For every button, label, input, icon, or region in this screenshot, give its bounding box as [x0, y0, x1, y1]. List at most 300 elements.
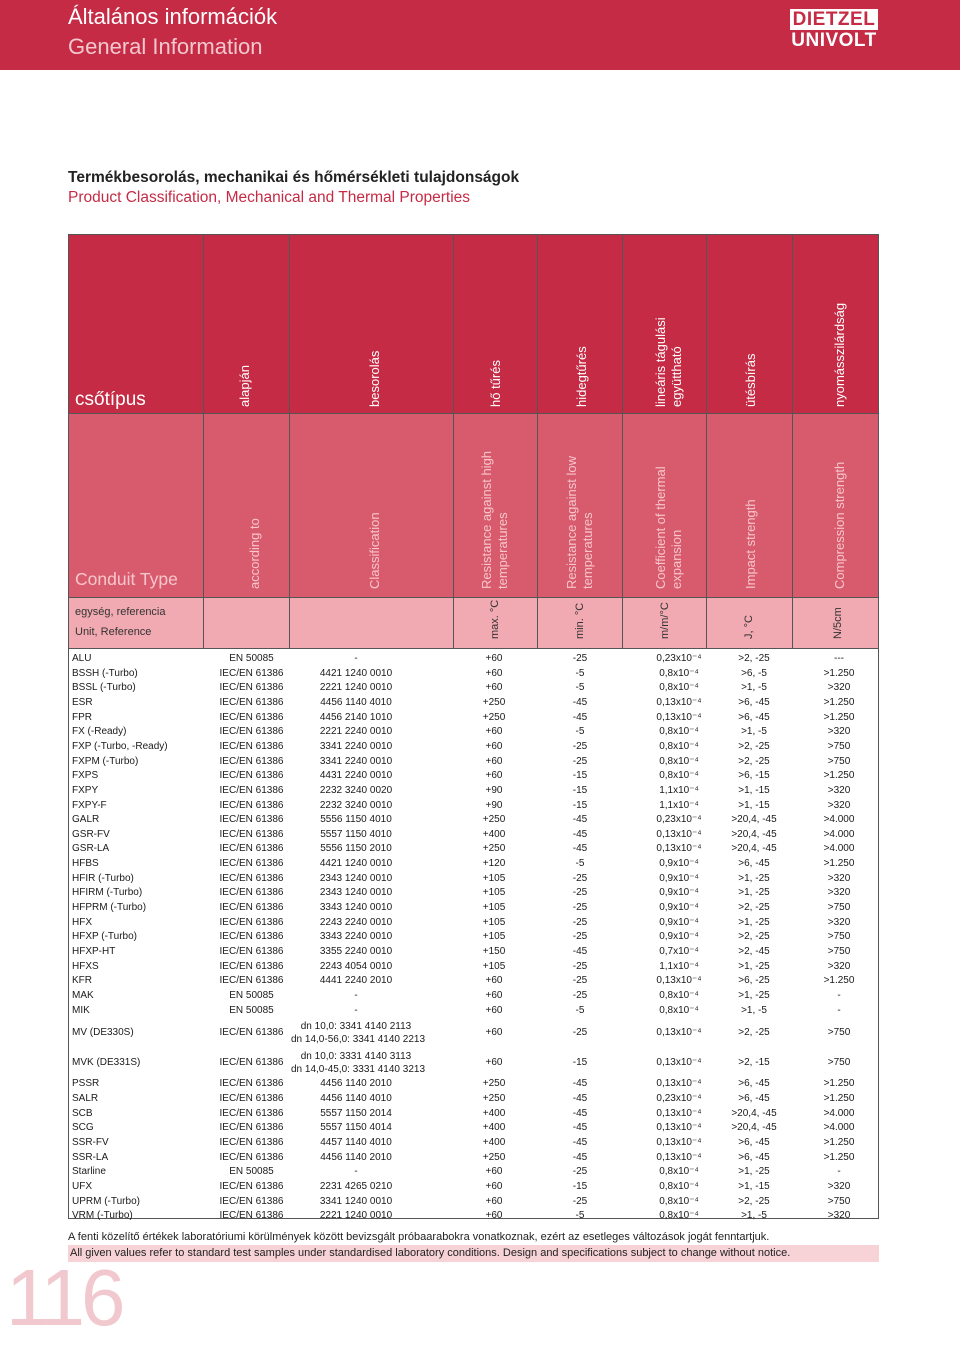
properties-table — [68, 649, 879, 1222]
cell-standard: IEC/EN 61386 — [219, 1107, 284, 1119]
column-header-conduit-hu: csőtípus — [75, 389, 146, 410]
cell-classification — [291, 1048, 426, 1077]
cell-type: ALU — [72, 653, 92, 664]
cell-max-temp: +400 — [482, 1122, 506, 1134]
cell-coefficient: 0,13x10⁻⁴ — [656, 1137, 702, 1149]
cell-max-temp: +60 — [485, 667, 503, 679]
cell-min-temp: -15 — [572, 770, 588, 782]
cell-classification: 2243 2240 0010 — [319, 916, 393, 928]
cell-compression: >1.250 — [823, 667, 855, 679]
column-header-high-en — [479, 451, 511, 589]
divider — [453, 235, 454, 648]
divider — [69, 413, 878, 414]
cell-min-temp: -45 — [572, 828, 588, 840]
cell-type: HFXP (-Turbo) — [72, 931, 138, 943]
cell-classification: 2243 4054 0010 — [319, 960, 393, 972]
cell-impact: >1, -5 — [741, 682, 767, 694]
cell-min-temp: -5 — [575, 858, 585, 870]
cell-impact: >6, -45 — [738, 1078, 770, 1090]
cell-impact: >1, -5 — [741, 726, 767, 738]
cell-standard: IEC/EN 61386 — [219, 872, 284, 884]
cell-coefficient: 0,8x10⁻⁴ — [659, 989, 699, 1001]
cell-max-temp: +400 — [482, 1137, 506, 1149]
cell-standard: IEC/EN 61386 — [219, 1195, 284, 1207]
column-header-conduit-en: Conduit Type — [75, 569, 178, 589]
cell-min-temp: -25 — [572, 989, 588, 1001]
cell-classification: 3355 2240 0010 — [319, 946, 393, 957]
cell-type: HFXP-HT — [72, 946, 116, 957]
cell-impact: >20,4, -45 — [731, 828, 777, 840]
table-row — [69, 681, 878, 696]
cell-coefficient: 0,9x10⁻⁴ — [659, 931, 699, 943]
cell-standard: IEC/EN 61386 — [219, 1027, 284, 1039]
cell-impact: >6, -45 — [738, 858, 770, 870]
cell-max-temp: +250 — [482, 1078, 506, 1090]
cell-coefficient: 0,23x10⁻⁴ — [656, 1093, 702, 1105]
cell-max-temp: +60 — [485, 1195, 503, 1207]
cell-coefficient: 0,9x10⁻⁴ — [659, 887, 699, 899]
cell-impact: >1, -25 — [738, 916, 770, 928]
cell-min-temp: -5 — [575, 682, 585, 694]
cell-classification — [291, 1018, 426, 1047]
cell-compression: >750 — [827, 740, 851, 752]
table-row — [69, 813, 878, 828]
table-row — [69, 872, 878, 887]
cell-standard: IEC/EN 61386 — [219, 770, 284, 782]
cell-type: HFBS — [72, 858, 99, 870]
cell-classification: 2343 1240 0010 — [319, 887, 393, 899]
cell-classification: 4457 1140 4010 — [320, 1137, 392, 1149]
cell-max-temp: +60 — [485, 989, 503, 1001]
cell-impact: >20,4, -45 — [731, 814, 777, 826]
page-title-hu: Általános információk — [68, 4, 278, 29]
cell-impact: >6, -45 — [738, 711, 770, 723]
cell-impact: >6, -45 — [738, 1151, 770, 1163]
cell-compression: >320 — [827, 682, 851, 694]
cell-standard: IEC/EN 61386 — [219, 1093, 284, 1105]
cell-coefficient: 0,9x10⁻⁴ — [659, 858, 699, 870]
cell-coefficient: 0,8x10⁻⁴ — [659, 1195, 699, 1207]
header-band-units — [69, 597, 878, 648]
cell-classification: 4441 2240 2010 — [319, 975, 393, 987]
table-row — [69, 740, 878, 755]
logo-bottom-text: UNIVOLT — [791, 30, 877, 51]
cell-coefficient: 0,13x10⁻⁴ — [656, 1027, 702, 1039]
footnote-en: All given values refer to standard test samples under standardised laboratory conditions. Design and specifications subject to change without notice. — [68, 1245, 879, 1262]
cell-impact: >1, -15 — [738, 1181, 770, 1192]
cell-compression: >320 — [827, 916, 851, 928]
table-row — [69, 652, 878, 667]
cell-standard: IEC/EN 61386 — [219, 740, 284, 752]
cell-classification: 3343 2240 0010 — [319, 931, 393, 943]
cell-max-temp: +90 — [485, 784, 503, 796]
cell-max-temp: +105 — [482, 960, 506, 972]
cell-type: SSR-LA — [72, 1151, 109, 1163]
cell-max-temp: +60 — [485, 1181, 503, 1192]
column-header-low-hu: hidegtűrés — [574, 346, 589, 407]
cell-impact: >20,4, -45 — [731, 1107, 777, 1119]
cell-max-temp: +60 — [485, 1166, 503, 1178]
cell-coefficient: 1,1x10⁻⁴ — [659, 784, 699, 796]
table-row — [69, 886, 878, 901]
table-row — [69, 1165, 878, 1180]
cell-max-temp: +60 — [485, 653, 503, 664]
column-header-classification-hu: besorolás — [367, 350, 382, 407]
cell-max-temp: +250 — [482, 1093, 506, 1105]
cell-type: HFPRM (-Turbo) — [72, 902, 147, 914]
cell-min-temp: -45 — [572, 1137, 588, 1149]
cell-type: SCB — [72, 1107, 93, 1119]
cell-compression: >1.250 — [823, 975, 855, 987]
cell-classification: 4456 1140 4010 — [320, 696, 392, 708]
page-number: 116 — [6, 1253, 122, 1342]
cell-impact: >1, -25 — [738, 1166, 770, 1178]
cell-impact: >2, -25 — [738, 902, 770, 914]
cell-impact: >20,4, -45 — [731, 1122, 777, 1134]
cell-standard: IEC/EN 61386 — [219, 1151, 284, 1163]
cell-impact: >2, -25 — [738, 653, 770, 664]
cell-min-temp: -25 — [572, 872, 588, 884]
cell-min-temp: -45 — [572, 843, 588, 855]
table-row — [69, 828, 878, 843]
cell-max-temp: +400 — [482, 1107, 506, 1119]
cell-standard: IEC/EN 61386 — [219, 1210, 284, 1222]
cell-standard: IEC/EN 61386 — [219, 858, 284, 870]
cell-compression: >4.000 — [823, 1122, 855, 1134]
cell-impact: >6, -45 — [738, 696, 770, 708]
high-en-line1: Resistance against high — [479, 450, 494, 589]
cell-classification-line: dn 10,0: 3331 4140 3113 — [300, 1050, 412, 1062]
cell-max-temp: +105 — [482, 887, 506, 899]
cell-standard: IEC/EN 61386 — [219, 696, 284, 708]
cell-min-temp: -25 — [572, 653, 588, 664]
cell-type: UFX — [72, 1181, 92, 1192]
cell-type: FXPY — [72, 784, 99, 796]
cell-standard: IEC/EN 61386 — [219, 1056, 284, 1068]
cell-coefficient: 0,13x10⁻⁴ — [656, 696, 702, 708]
cell-impact: >1, -5 — [741, 1004, 767, 1016]
cell-standard: IEC/EN 61386 — [219, 711, 284, 723]
column-header-impact-hu: ütésbírás — [743, 353, 758, 407]
table-row — [69, 930, 878, 945]
cell-standard: IEC/EN 61386 — [219, 946, 284, 957]
table-row — [69, 1077, 878, 1092]
cell-standard: IEC/EN 61386 — [219, 799, 284, 811]
cell-coefficient: 0,8x10⁻⁴ — [659, 1181, 699, 1192]
cell-type: MAK — [72, 989, 94, 1001]
cell-compression: >4.000 — [823, 828, 855, 840]
cell-min-temp: -25 — [572, 975, 588, 987]
cell-impact: >6, -5 — [741, 667, 767, 679]
cell-impact: >2, -15 — [738, 1056, 770, 1068]
cell-impact: >1, -25 — [738, 960, 770, 972]
cell-classification: 5557 1150 4010 — [320, 828, 392, 840]
cell-coefficient: 0,7x10⁻⁴ — [659, 946, 699, 957]
cell-type: FX (-Ready) — [72, 726, 127, 738]
divider — [706, 235, 707, 648]
table-row — [69, 696, 878, 711]
cell-classification: 4421 1240 0010 — [319, 858, 393, 870]
column-header-coef-en — [653, 466, 685, 589]
cell-impact: >1, -25 — [738, 989, 770, 1001]
cell-type: HFX — [72, 916, 92, 928]
divider — [289, 235, 290, 648]
high-en-line2: temperatures — [495, 512, 510, 589]
cell-min-temp: -25 — [572, 931, 588, 943]
cell-coefficient: 0,13x10⁻⁴ — [656, 711, 702, 723]
cell-classification: 2231 4265 0210 — [319, 1181, 393, 1192]
cell-standard: EN 50085 — [229, 989, 274, 1001]
cell-compression: --- — [834, 653, 844, 664]
cell-impact: >2, -25 — [738, 740, 770, 752]
cell-compression: >4.000 — [823, 843, 855, 855]
cell-type: FPR — [72, 711, 92, 723]
unit-label-hu: egység, referencia — [75, 606, 166, 618]
cell-type: BSSH (-Turbo) — [72, 667, 138, 679]
cell-impact: >2, -25 — [738, 1027, 770, 1039]
cell-compression: >750 — [827, 946, 851, 957]
cell-coefficient: 0,13x10⁻⁴ — [656, 1122, 702, 1134]
cell-min-temp: -15 — [572, 799, 588, 811]
cell-standard: EN 50085 — [229, 1166, 274, 1178]
cell-type: UPRM (-Turbo) — [72, 1195, 140, 1207]
cell-impact: >2, -25 — [738, 755, 770, 767]
cell-coefficient: 0,8x10⁻⁴ — [659, 1210, 699, 1222]
column-header-classification-en: Classification — [367, 512, 382, 589]
cell-type: GSR-FV — [72, 828, 110, 840]
cell-compression: >320 — [827, 726, 851, 738]
cell-classification: 4456 2140 1010 — [319, 711, 393, 723]
cell-impact: >1, -25 — [738, 887, 770, 899]
cell-min-temp: -5 — [575, 1004, 585, 1016]
column-header-impact-en: Impact strength — [743, 499, 758, 589]
cell-type: FXPM (-Turbo) — [72, 755, 139, 767]
cell-standard: IEC/EN 61386 — [219, 828, 284, 840]
cell-max-temp: +60 — [485, 726, 503, 738]
cell-impact: >6, -45 — [738, 1137, 770, 1149]
cell-compression: >1.250 — [823, 1151, 855, 1163]
cell-standard: IEC/EN 61386 — [219, 682, 284, 694]
cell-max-temp: +250 — [482, 1151, 506, 1163]
table-row — [69, 1209, 878, 1224]
divider — [537, 235, 538, 648]
table-row — [69, 1018, 878, 1047]
coef-hu-line2: együttható — [669, 346, 684, 407]
column-header-high-hu: hő tűrés — [488, 360, 503, 407]
table-row — [69, 1121, 878, 1136]
cell-max-temp: +250 — [482, 814, 506, 826]
cell-compression: >320 — [827, 887, 851, 899]
cell-min-temp: -45 — [572, 1107, 588, 1119]
cell-standard: IEC/EN 61386 — [219, 755, 284, 767]
cell-impact: >6, -15 — [738, 770, 770, 782]
cell-coefficient: 0,9x10⁻⁴ — [659, 916, 699, 928]
cell-impact: >6, -45 — [738, 1093, 770, 1105]
cell-type: SCG — [72, 1122, 94, 1134]
cell-min-temp: -45 — [572, 711, 588, 723]
cell-standard: IEC/EN 61386 — [219, 843, 284, 855]
cell-coefficient: 0,13x10⁻⁴ — [656, 843, 702, 855]
coef-en-line1: Coefficient of thermal — [653, 466, 668, 589]
cell-classification: 3341 2240 0010 — [319, 755, 393, 767]
cell-compression: >320 — [827, 784, 851, 796]
divider — [203, 235, 204, 648]
table-row — [69, 1136, 878, 1151]
cell-max-temp: +250 — [482, 711, 506, 723]
unit-coef: m/m/°C — [659, 602, 671, 639]
cell-classification: 4421 1240 0010 — [319, 667, 393, 679]
cell-type: Starline — [72, 1166, 106, 1178]
cell-classification-line: dn 14,0-56,0: 3341 4140 2213 — [291, 1034, 426, 1046]
cell-type: MV (DE330S) — [72, 1027, 134, 1039]
cell-min-temp: -45 — [572, 1078, 588, 1090]
cell-max-temp: +105 — [482, 872, 506, 884]
cell-type: SSR-FV — [72, 1137, 109, 1149]
low-en-line2: temperatures — [580, 512, 595, 589]
table-row — [69, 989, 878, 1004]
cell-max-temp: +60 — [485, 1004, 503, 1016]
cell-compression: >1.250 — [823, 1078, 855, 1090]
table-row — [69, 1107, 878, 1122]
cell-min-temp: -15 — [572, 1056, 588, 1068]
divider — [792, 235, 793, 648]
cell-coefficient: 0,8x10⁻⁴ — [659, 682, 699, 694]
cell-type: FXP (-Turbo, -Ready) — [72, 740, 168, 752]
cell-coefficient: 0,8x10⁻⁴ — [659, 1004, 699, 1016]
cell-classification-line: dn 10,0: 3341 4140 2113 — [300, 1021, 412, 1033]
cell-standard: IEC/EN 61386 — [219, 667, 284, 679]
cell-classification: 4456 1140 4010 — [320, 1093, 392, 1105]
cell-coefficient: 0,8x10⁻⁴ — [659, 1166, 699, 1178]
coef-en-line2: expansion — [669, 529, 684, 589]
table-row — [69, 1151, 878, 1166]
cell-compression: >750 — [827, 1195, 851, 1207]
cell-impact: >2, -25 — [738, 1195, 770, 1207]
cell-max-temp: +105 — [482, 902, 506, 914]
cell-coefficient: 0,13x10⁻⁴ — [656, 1078, 702, 1090]
cell-min-temp: -45 — [572, 1093, 588, 1105]
cell-coefficient: 0,8x10⁻⁴ — [659, 770, 699, 782]
cell-type: PSSR — [72, 1078, 100, 1090]
coef-hu-line1: lineáris tágulási — [653, 317, 668, 407]
low-en-line1: Resistance against low — [564, 456, 579, 589]
cell-max-temp: +60 — [485, 975, 503, 987]
cell-min-temp: -45 — [572, 946, 588, 957]
cell-standard: IEC/EN 61386 — [219, 931, 284, 943]
table-row — [69, 842, 878, 857]
section-title-en: Product Classification, Mechanical and Thermal Properties — [68, 189, 471, 206]
cell-standard: IEC/EN 61386 — [219, 902, 284, 914]
cell-compression: - — [837, 1004, 841, 1016]
cell-max-temp: +250 — [482, 696, 506, 708]
cell-coefficient: 0,13x10⁻⁴ — [656, 1151, 702, 1163]
cell-compression: >750 — [827, 1056, 851, 1068]
cell-impact: >2, -25 — [738, 931, 770, 943]
cell-coefficient: 0,8x10⁻⁴ — [659, 755, 699, 767]
cell-classification: 2221 1240 0010 — [319, 682, 393, 694]
cell-max-temp: +60 — [485, 682, 503, 694]
table-row — [69, 857, 878, 872]
cell-coefficient: 0,9x10⁻⁴ — [659, 902, 699, 914]
divider — [622, 235, 623, 648]
cell-type: FXPS — [72, 770, 99, 782]
cell-max-temp: +60 — [485, 1210, 503, 1222]
cell-max-temp: +60 — [485, 1056, 503, 1068]
cell-type: MIK — [72, 1004, 90, 1016]
cell-compression: >750 — [827, 902, 851, 914]
cell-classification: 5556 1150 4010 — [320, 814, 392, 826]
cell-impact: >1, -25 — [738, 872, 770, 884]
table-row — [69, 1004, 878, 1019]
cell-compression: >1.250 — [823, 858, 855, 870]
cell-min-temp: -45 — [572, 1151, 588, 1163]
cell-max-temp: +60 — [485, 755, 503, 767]
cell-compression: >1.250 — [823, 770, 855, 782]
cell-compression: - — [837, 989, 841, 1001]
cell-classification: 4456 1140 2010 — [320, 1078, 392, 1090]
cell-max-temp: +90 — [485, 799, 503, 811]
cell-max-temp: +60 — [485, 770, 503, 782]
cell-classification-line: dn 14,0-45,0: 3331 4140 3213 — [291, 1063, 426, 1075]
cell-classification: 2232 3240 0010 — [319, 799, 393, 811]
cell-min-temp: -25 — [572, 916, 588, 928]
cell-max-temp: +150 — [482, 946, 506, 957]
table-row — [69, 1195, 878, 1210]
cell-standard: IEC/EN 61386 — [219, 726, 284, 738]
cell-coefficient: 0,9x10⁻⁴ — [659, 872, 699, 884]
table-row — [69, 945, 878, 960]
cell-min-temp: -45 — [572, 814, 588, 826]
cell-standard: IEC/EN 61386 — [219, 1078, 284, 1090]
cell-type: HFXS — [72, 960, 99, 972]
cell-standard: EN 50085 — [229, 653, 274, 664]
unit-compression: N/5cm — [832, 607, 844, 639]
cell-min-temp: -25 — [572, 1166, 588, 1178]
cell-standard: IEC/EN 61386 — [219, 784, 284, 796]
cell-max-temp: +105 — [482, 931, 506, 943]
cell-min-temp: -5 — [575, 667, 585, 679]
cell-type: SALR — [72, 1093, 99, 1105]
cell-min-temp: -25 — [572, 1195, 588, 1207]
cell-impact: >1, -15 — [738, 799, 770, 811]
cell-compression: >320 — [827, 1210, 851, 1222]
cell-max-temp: +60 — [485, 1027, 503, 1039]
cell-type: VRM (-Turbo) — [72, 1210, 133, 1222]
cell-classification: 3341 1240 0010 — [319, 1195, 393, 1207]
cell-classification: 2343 1240 0010 — [319, 872, 393, 884]
cell-compression: >320 — [827, 799, 851, 811]
cell-max-temp: +250 — [482, 843, 506, 855]
cell-coefficient: 0,13x10⁻⁴ — [656, 975, 702, 987]
table-row — [69, 1180, 878, 1195]
cell-max-temp: +105 — [482, 916, 506, 928]
cell-compression: >1.250 — [823, 1137, 855, 1149]
cell-max-temp: +120 — [482, 858, 506, 870]
cell-standard: IEC/EN 61386 — [219, 1181, 284, 1192]
unit-low: min. °C — [574, 602, 586, 639]
cell-standard: IEC/EN 61386 — [219, 887, 284, 899]
section-title-hu: Termékbesorolás, mechanikai és hőmérsékleti tulajdonságok — [68, 169, 520, 186]
cell-classification: 3341 2240 0010 — [319, 740, 393, 752]
cell-min-temp: -15 — [572, 1181, 588, 1192]
cell-type: HFIR (-Turbo) — [72, 872, 134, 884]
cell-compression: >750 — [827, 755, 851, 767]
cell-compression: >4.000 — [823, 1107, 855, 1119]
cell-compression: >4.000 — [823, 814, 855, 826]
table-row — [69, 711, 878, 726]
cell-classification: - — [354, 1166, 358, 1178]
cell-min-temp: -25 — [572, 960, 588, 972]
